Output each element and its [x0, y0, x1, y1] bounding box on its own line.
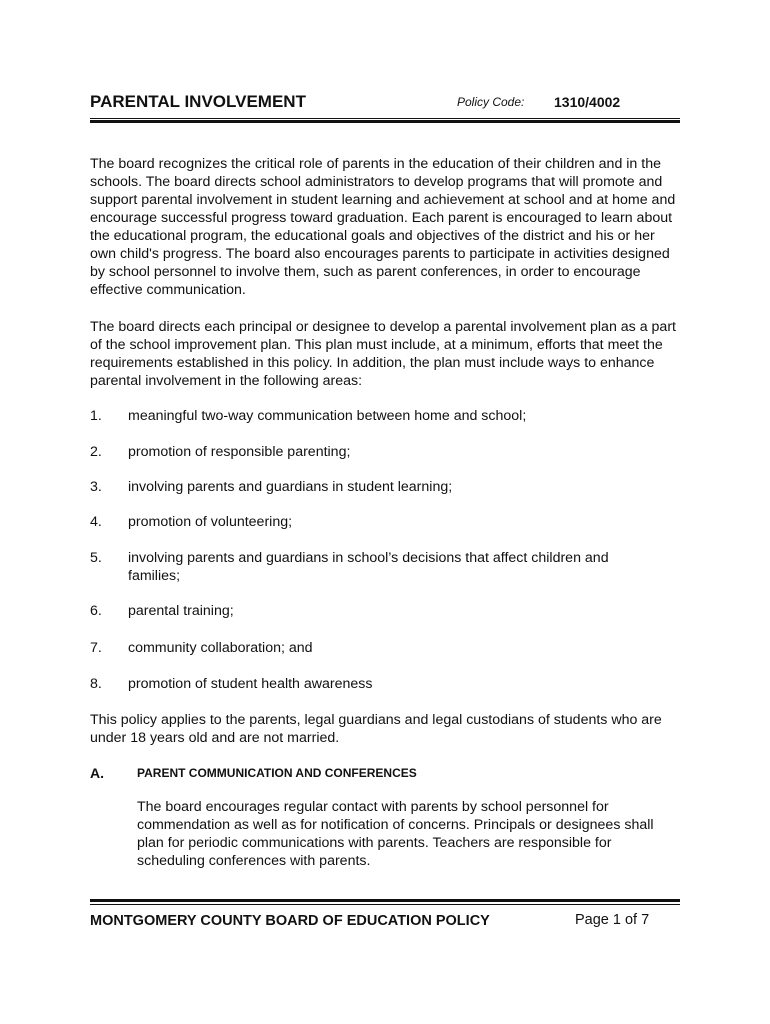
footer-rule-thin — [90, 904, 680, 905]
plan-paragraph: The board directs each principal or designee to develop a parental involvement plan as a part of the school improvement plan. This plan must include, at a minimum, efforts that meet the requirements established in this policy. In addition, the plan must include ways to enhance parental involvement in the following areas: — [90, 319, 676, 389]
list-item-number: 7. — [90, 640, 102, 656]
scope-paragraph: This policy applies to the parents, legal guardians and legal custodians of students who are under 18 years old and are not married. — [90, 712, 662, 746]
list-item-number: 1. — [90, 408, 102, 424]
list-item-text: promotion of responsible parenting; — [128, 444, 351, 460]
document-title: PARENTAL INVOLVEMENT — [90, 92, 306, 111]
list-item-number: 8. — [90, 676, 102, 692]
intro-paragraph: The board recognizes the critical role of parents in the education of their children and in the schools. The board directs school administrators to develop programs that will promote and support parental involvement in student learning and achievement at school and at home and encourage successful progress toward graduation. Each parent is encouraged to learn about the educational program, the educational goals and objectives of the district and his or her own child's progress. The board also encourages parents to participate in activities designed by school personnel to involve them, such as parent conferences, in order to encourage effective communication. — [90, 156, 676, 298]
list-item-number: 4. — [90, 514, 102, 530]
list-item-text: involving parents and guardians in school’s decisions that affect children and families; — [128, 550, 609, 584]
page-header — [90, 92, 680, 114]
section-heading: PARENT COMMUNICATION AND CONFERENCES — [137, 766, 417, 780]
header-rule-thick — [90, 120, 680, 123]
list-item-text: community collaboration; and — [128, 640, 313, 656]
page-number: Page 1 of 7 — [575, 912, 650, 928]
footer-organization: MONTGOMERY COUNTY BOARD OF EDUCATION POLICY — [90, 913, 490, 929]
list-item-text: parental training; — [128, 603, 234, 619]
list-item-number: 5. — [90, 550, 102, 566]
section-a-body: The board encourages regular contact with parents by school personnel for commendation as well as for notification of concerns. Principals or designees shall plan for periodic communications with parents. Teachers are responsible for scheduling conferences with parents. — [137, 799, 654, 869]
list-item-text: meaningful two-way communication between home and school; — [128, 408, 527, 424]
list-item-number: 3. — [90, 479, 102, 495]
policy-code-value: 1310/4002 — [554, 94, 621, 110]
header-rule-thin — [90, 118, 680, 119]
section-letter: A. — [90, 765, 104, 781]
list-item-number: 6. — [90, 603, 102, 619]
list-item-text: involving parents and guardians in student learning; — [128, 479, 453, 495]
section-a-header — [90, 765, 680, 783]
policy-code-label: Policy Code: — [457, 95, 525, 109]
list-item-text: promotion of student health awareness — [128, 676, 373, 692]
footer-rule-thick — [90, 899, 680, 902]
list-item-number: 2. — [90, 444, 102, 460]
list-item-text: promotion of volunteering; — [128, 514, 293, 530]
